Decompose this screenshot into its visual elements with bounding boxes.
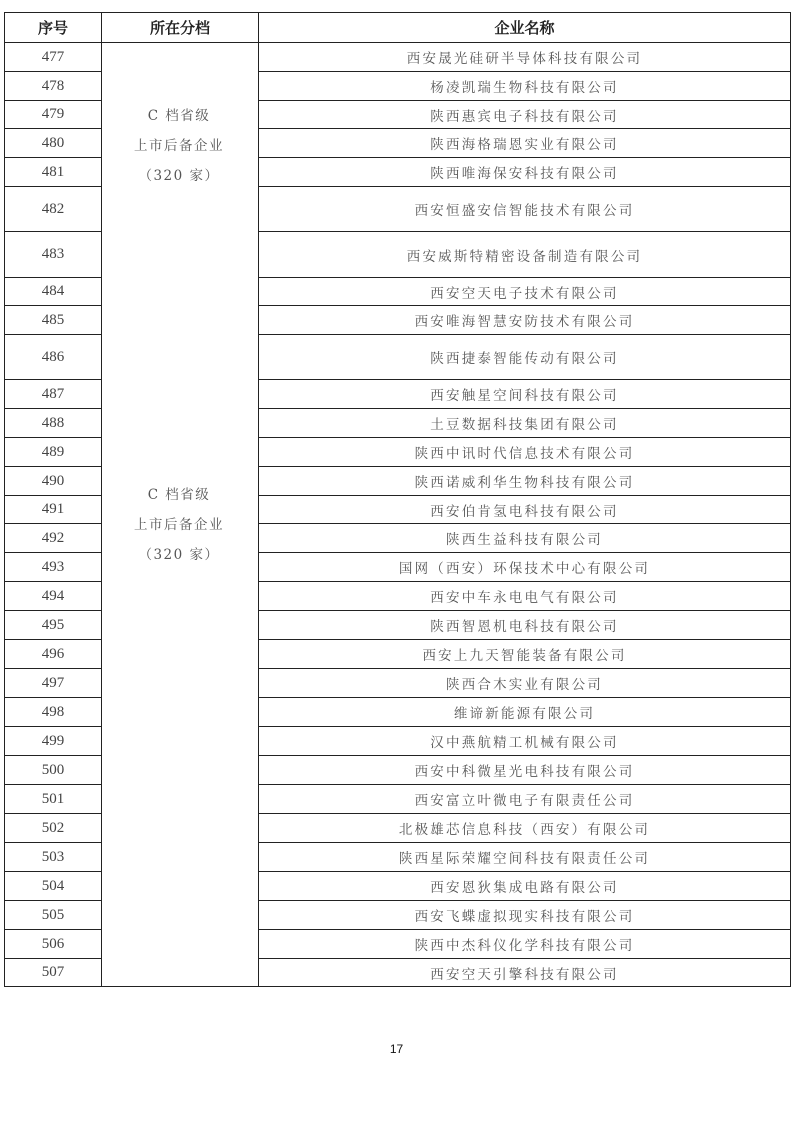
seq-cell: 500 xyxy=(5,756,102,785)
company-name-cell: 陕西捷泰智能传动有限公司 xyxy=(259,335,791,380)
seq-cell: 496 xyxy=(5,640,102,669)
company-name-cell: 西安空天电子技术有限公司 xyxy=(259,278,791,306)
company-name-cell: 西安唯海智慧安防技术有限公司 xyxy=(259,306,791,335)
company-name-cell: 西安触星空间科技有限公司 xyxy=(259,380,791,409)
company-name-cell: 维谛新能源有限公司 xyxy=(259,698,791,727)
seq-cell: 488 xyxy=(5,409,102,438)
company-name-cell: 陕西合木实业有限公司 xyxy=(259,669,791,698)
seq-cell: 493 xyxy=(5,553,102,582)
company-name-cell: 西安中科微星光电科技有限公司 xyxy=(259,756,791,785)
company-name-cell: 西安恩狄集成电路有限公司 xyxy=(259,872,791,901)
company-name-cell: 陕西星际荣耀空间科技有限责任公司 xyxy=(259,843,791,872)
company-name-cell: 西安中车永电电气有限公司 xyxy=(259,582,791,611)
seq-cell: 489 xyxy=(5,438,102,467)
seq-cell: 499 xyxy=(5,727,102,756)
table-row xyxy=(5,43,791,72)
seq-cell: 491 xyxy=(5,496,102,524)
category-label-middle xyxy=(100,480,258,570)
seq-cell: 492 xyxy=(5,524,102,553)
category-line-3: （320 家） xyxy=(138,547,220,563)
company-name-cell: 西安威斯特精密设备制造有限公司 xyxy=(259,232,791,278)
seq-cell: 498 xyxy=(5,698,102,727)
header-category: 所在分档 xyxy=(102,13,259,43)
company-name-cell: 西安恒盛安信智能技术有限公司 xyxy=(259,187,791,232)
company-name-cell: 陕西生益科技有限公司 xyxy=(259,524,791,553)
company-name-cell: 土豆数据科技集团有限公司 xyxy=(259,409,791,438)
seq-cell: 485 xyxy=(5,306,102,335)
company-name-cell: 汉中燕航精工机械有限公司 xyxy=(259,727,791,756)
company-name-cell: 西安富立叶微电子有限责任公司 xyxy=(259,785,791,814)
seq-cell: 490 xyxy=(5,467,102,496)
company-name-cell: 陕西海格瑞恩实业有限公司 xyxy=(259,129,791,158)
category-label-top xyxy=(100,101,258,191)
company-name-cell: 陕西中讯时代信息技术有限公司 xyxy=(259,438,791,467)
seq-cell: 504 xyxy=(5,872,102,901)
seq-cell: 497 xyxy=(5,669,102,698)
company-name-cell: 杨凌凯瑞生物科技有限公司 xyxy=(259,72,791,101)
company-name-cell: 北极雄芯信息科技（西安）有限公司 xyxy=(259,814,791,843)
category-line-3: （320 家） xyxy=(138,168,220,184)
category-line-1: C 档省级 xyxy=(147,108,211,124)
category-line-1: C 档省级 xyxy=(147,487,211,503)
seq-cell: 503 xyxy=(5,843,102,872)
seq-cell: 494 xyxy=(5,582,102,611)
seq-cell: 487 xyxy=(5,380,102,409)
seq-cell: 482 xyxy=(5,187,102,232)
page-number: 17 xyxy=(389,1042,404,1056)
company-name-cell: 陕西中杰科仪化学科技有限公司 xyxy=(259,930,791,959)
seq-cell: 501 xyxy=(5,785,102,814)
seq-cell: 478 xyxy=(5,72,102,101)
table-header-row xyxy=(5,13,791,43)
company-name-cell: 西安晟光硅研半导体科技有限公司 xyxy=(259,43,791,72)
company-name-cell: 陕西惠宾电子科技有限公司 xyxy=(259,101,791,129)
header-company: 企业名称 xyxy=(259,13,791,43)
category-line-2: 上市后备企业 xyxy=(134,517,224,533)
company-name-cell: 陕西智恩机电科技有限公司 xyxy=(259,611,791,640)
company-name-cell: 陕西唯海保安科技有限公司 xyxy=(259,158,791,187)
seq-cell: 479 xyxy=(5,101,102,129)
company-name-cell: 西安上九天智能装备有限公司 xyxy=(259,640,791,669)
company-name-cell: 陕西诺威利华生物科技有限公司 xyxy=(259,467,791,496)
seq-cell: 495 xyxy=(5,611,102,640)
company-name-cell: 西安空天引擎科技有限公司 xyxy=(259,959,791,987)
seq-cell: 484 xyxy=(5,278,102,306)
seq-cell: 483 xyxy=(5,232,102,278)
seq-cell: 506 xyxy=(5,930,102,959)
category-line-2: 上市后备企业 xyxy=(134,138,224,154)
seq-cell: 481 xyxy=(5,158,102,187)
company-name-cell: 国网（西安）环保技术中心有限公司 xyxy=(259,553,791,582)
header-seq: 序号 xyxy=(5,13,102,43)
seq-cell: 486 xyxy=(5,335,102,380)
company-name-cell: 西安伯肯氢电科技有限公司 xyxy=(259,496,791,524)
seq-cell: 502 xyxy=(5,814,102,843)
seq-cell: 505 xyxy=(5,901,102,930)
seq-cell: 507 xyxy=(5,959,102,987)
seq-cell: 477 xyxy=(5,43,102,72)
seq-cell: 480 xyxy=(5,129,102,158)
company-name-cell: 西安飞蝶虚拟现实科技有限公司 xyxy=(259,901,791,930)
